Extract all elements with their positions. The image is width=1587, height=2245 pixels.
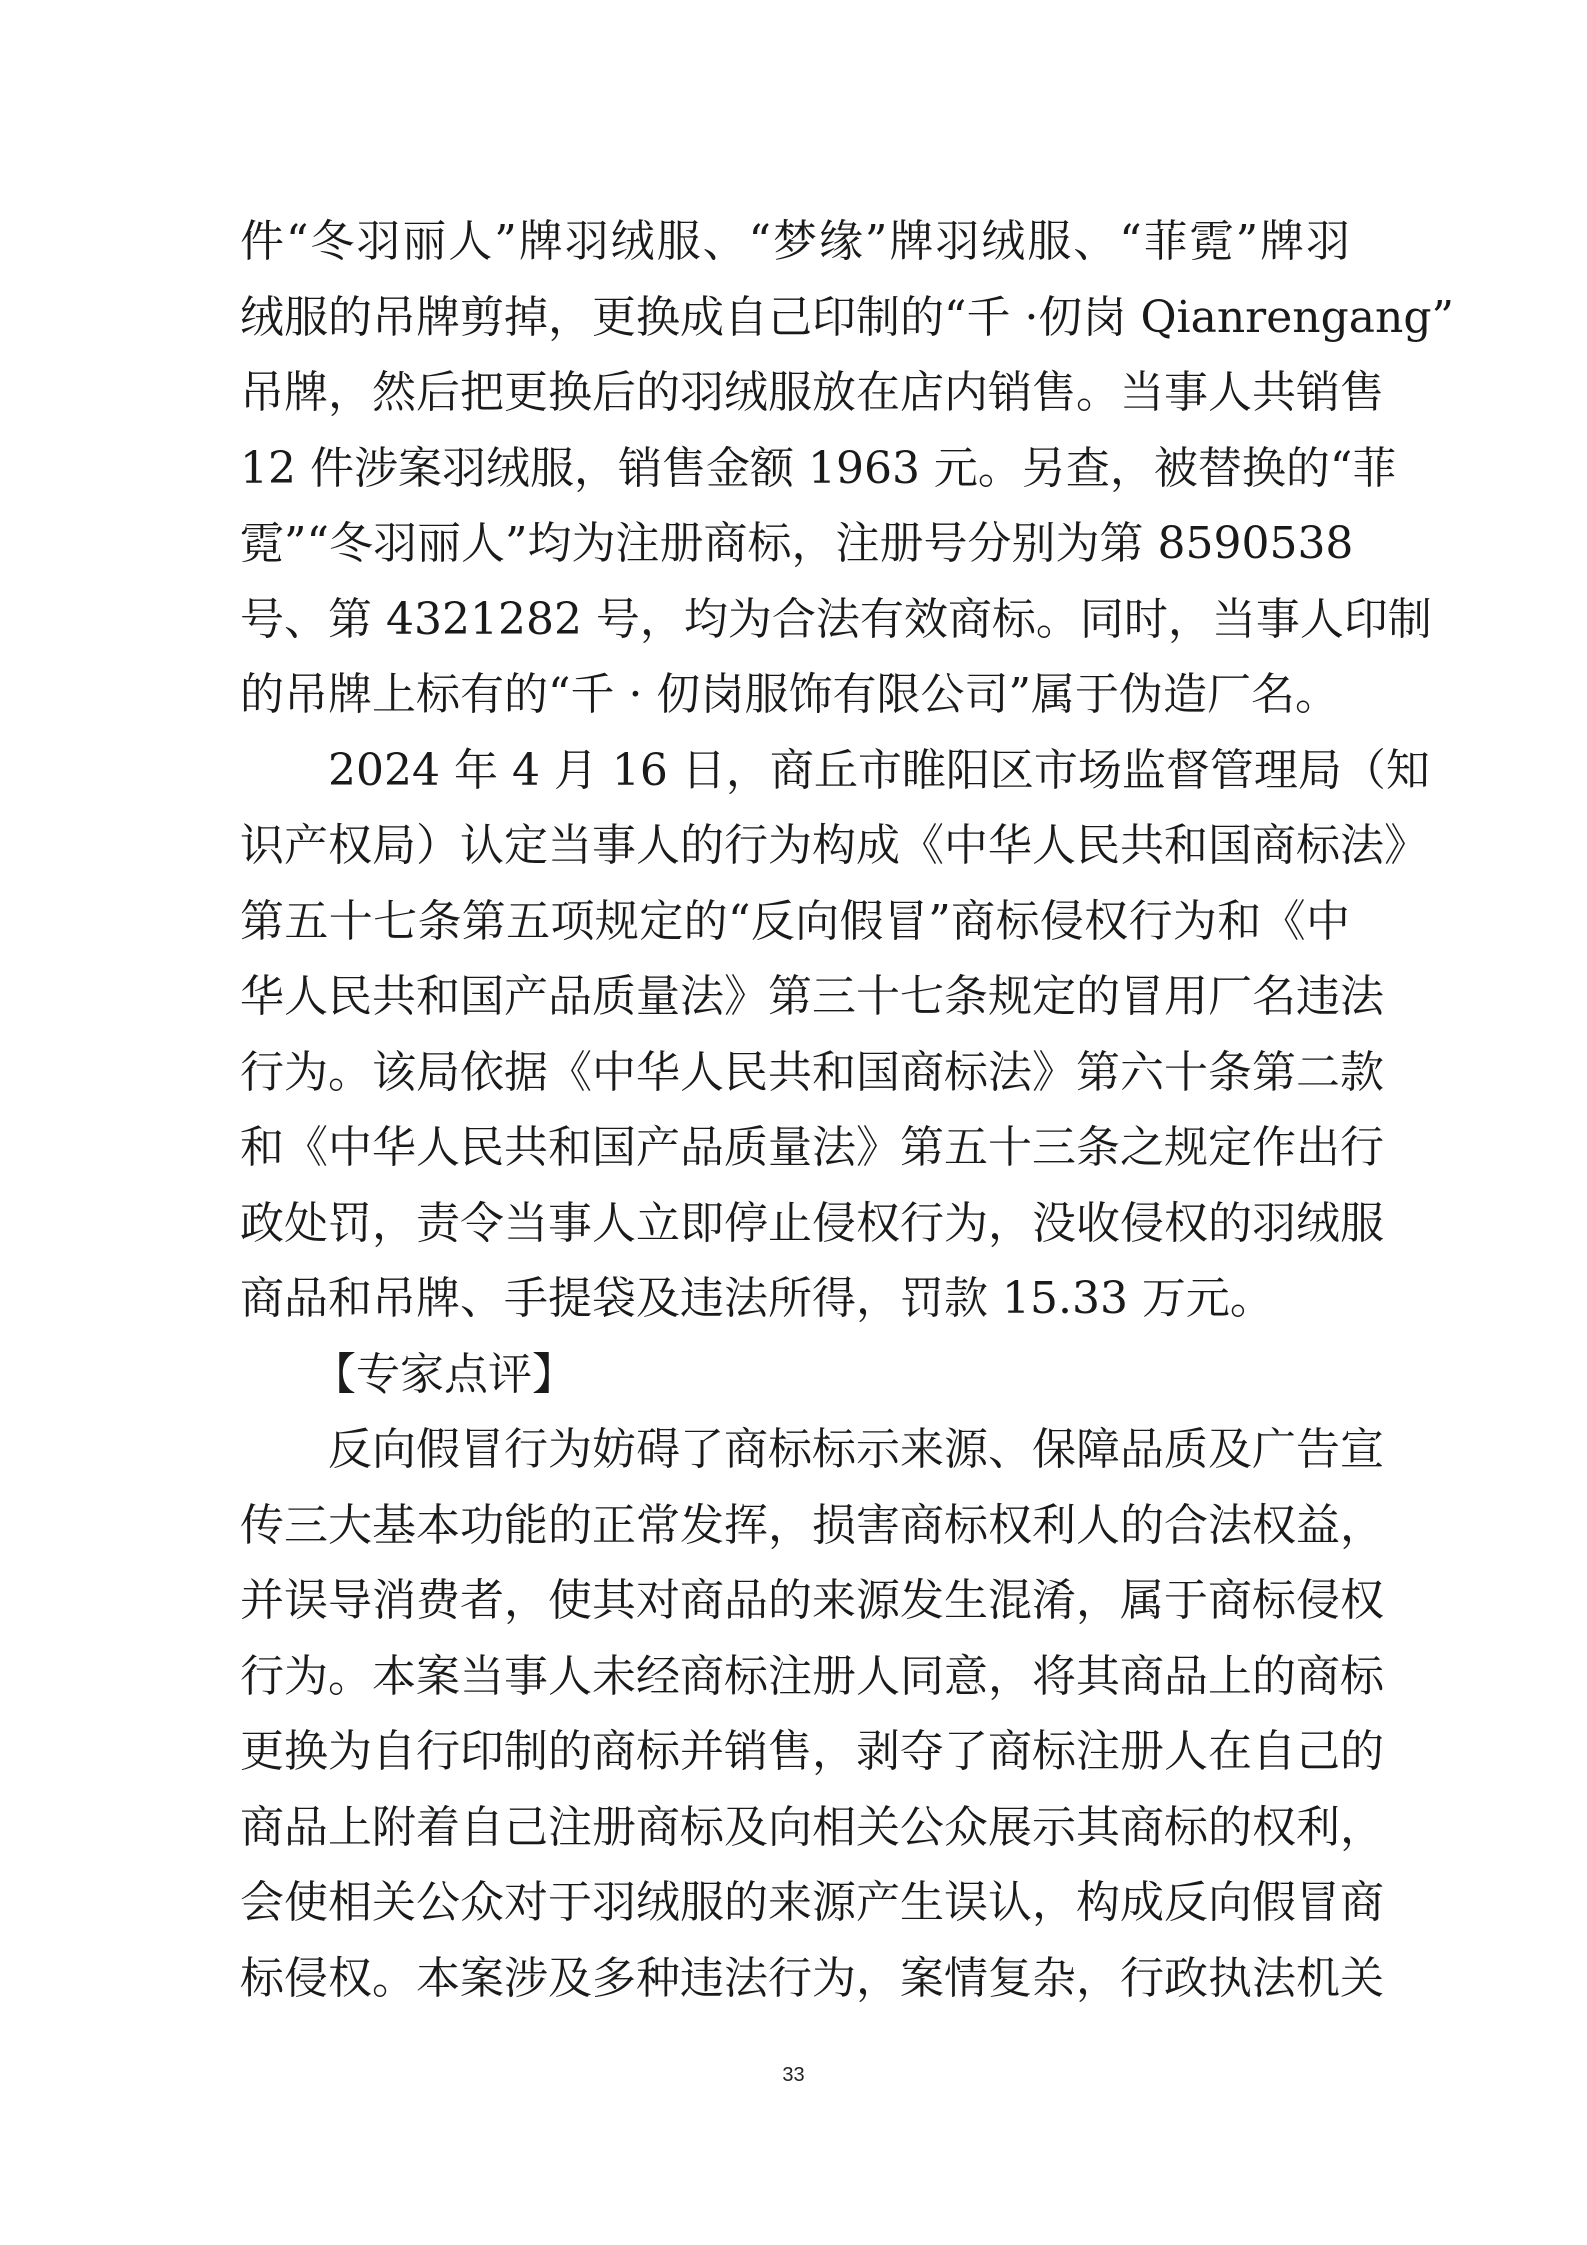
text-line: 号、第 4321282 号，均为合法有效商标。同时，当事人印制 <box>240 593 1432 645</box>
text-line: 会使相关公众对于羽绒服的来源产生误认，构成反向假冒商 <box>240 1877 1384 1928</box>
text-line: 商品和吊牌、手提袋及违法所得，罚款 15.33 万元。 <box>240 1273 1274 1324</box>
text-line: 政处罚，责令当事人立即停止侵权行为，没收侵权的羽绒服 <box>240 1197 1384 1249</box>
paragraph-first-line: 2024 年 4 月 16 日，商丘市睢阳区市场监督管理局（知 <box>328 744 1430 796</box>
text-line: 的吊牌上标有的“千 · 仞岗服饰有限公司”属于伪造厂名。 <box>240 669 1339 720</box>
page-number: 33 <box>782 2064 805 2086</box>
body-text <box>240 204 1454 2016</box>
text-line: 华人民共和国产品质量法》第三十七条规定的冒用厂名违法 <box>240 971 1384 1022</box>
text-line: 更换为自行印制的商标并销售，剥夺了商标注册人在自己的 <box>240 1726 1384 1777</box>
text-line: 绒服的吊牌剪掉，更换成自己印制的“千 ·仞岗 Qianrengang” <box>240 291 1454 343</box>
text-line: 行为。本案当事人未经商标注册人同意，将其商品上的商标 <box>240 1650 1384 1702</box>
text-line: 第五十七条第五项规定的“反向假冒”商标侵权行为和《中 <box>240 895 1350 947</box>
text-line: 吊牌，然后把更换后的羽绒服放在店内销售。当事人共销售 <box>240 367 1384 418</box>
text-line: 件“冬羽丽人”牌羽绒服、“梦缘”牌羽绒服、“菲霓”牌羽 <box>240 216 1350 267</box>
section-heading: 【专家点评】 <box>312 1348 576 1400</box>
text-line: 标侵权。本案涉及多种违法行为，案情复杂，行政执法机关 <box>240 1952 1384 2004</box>
text-line: 商品上附着自己注册商标及向相关公众展示其商标的权利， <box>240 1801 1384 1853</box>
text-line: 并误导消费者，使其对商品的来源发生混淆，属于商标侵权 <box>240 1575 1384 1626</box>
paragraph-first-line: 反向假冒行为妨碍了商标标示来源、保障品质及广告宣 <box>328 1424 1384 1475</box>
text-line: 霓”“冬羽丽人”均为注册商标，注册号分别为第 8590538 <box>240 518 1354 569</box>
text-line: 12 件涉案羽绒服，销售金额 1963 元。另查，被替换的“菲 <box>240 442 1397 494</box>
text-line: 行为。该局依据《中华人民共和国商标法》第六十条第二款 <box>240 1046 1384 1098</box>
text-line: 传三大基本功能的正常发挥，损害商标权利人的合法权益， <box>240 1499 1384 1551</box>
text-line: 识产权局）认定当事人的行为构成《中华人民共和国商标法》 <box>240 820 1428 871</box>
text-line: 和《中华人民共和国产品质量法》第五十三条之规定作出行 <box>240 1122 1384 1173</box>
